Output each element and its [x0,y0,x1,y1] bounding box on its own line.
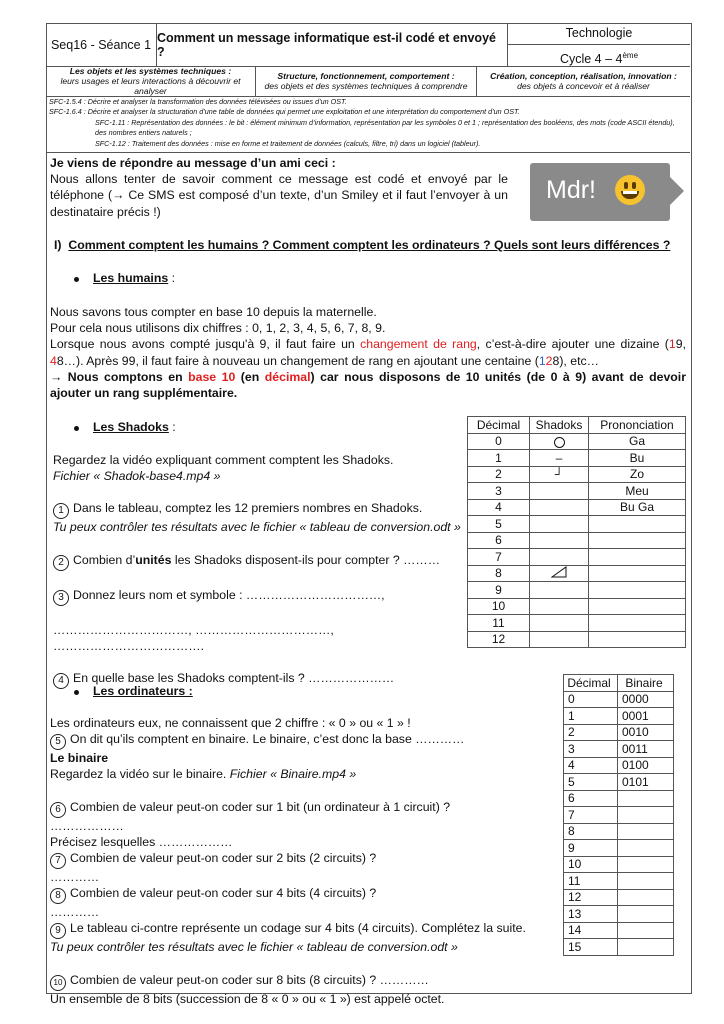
pronunciation-cell: Ga [589,433,686,450]
table-row [564,906,674,923]
table-row [468,499,686,516]
decimal-cell: 7 [468,549,530,566]
shadoks-symbol-cell [530,549,589,566]
table-row [564,939,674,956]
decimal-cell: 9 [564,840,618,857]
decimal-cell: 13 [564,906,618,923]
humains-heading: Les humains : [93,271,176,285]
decimal-cell: 2 [564,724,618,741]
ordinateurs-heading: Les ordinateurs : [93,684,193,698]
subject-label: Technologie [508,23,690,45]
triangle-symbol-icon [551,566,567,578]
sfc-item: SFC-1.5.4 : Décrire et analyser la transformation des données télévisées ou issues d’un OST. [49,97,347,106]
decimal-cell: 9 [468,582,530,599]
table-row [564,856,674,873]
shadoks-symbol-cell [530,532,589,549]
section-1-heading: I) Comment comptent les humains ? Comment comptent les ordinateurs ? Quels sont leurs différences ? [54,238,671,252]
decimal-cell: 7 [564,807,618,824]
binary-cell [618,922,674,939]
table-row [564,873,674,890]
table-row [468,466,686,483]
question-6-icon: 6 [50,802,66,818]
table-row [468,631,686,648]
shadoks-symbol-cell [530,598,589,615]
question-3-icon: 3 [53,590,69,606]
table-row [468,598,686,615]
pronunciation-cell: Meu [589,483,686,500]
pronunciation-cell [589,598,686,615]
pronunciation-cell: Bu [589,450,686,467]
binary-cell: 0010 [618,724,674,741]
binary-cell [618,840,674,857]
table-row [468,450,686,467]
decimal-cell: 2 [468,466,530,483]
question-9-icon: 9 [50,923,66,939]
decimal-cell: 12 [468,631,530,648]
decimal-cell: 1 [564,708,618,725]
table-row [468,483,686,500]
shadoks-symbol-cell [530,499,589,516]
table-row [564,757,674,774]
table-row [564,724,674,741]
decimal-cell: 10 [468,598,530,615]
binary-cell [618,823,674,840]
table-header-row: Décimal Binaire [564,675,674,692]
table-row [564,823,674,840]
bullet-icon [74,690,79,695]
competences-row [46,66,690,97]
table-row [468,532,686,549]
table-row [468,516,686,533]
sfc-item: SFC-1.12 : Traitement des données : mise en forme et traitement de données (calculs, filtre, tri) dans un logiciel (tableur). [95,138,481,148]
question-8-icon: 8 [50,888,66,904]
shadoks-symbol-cell: ┘ [530,466,589,483]
pronunciation-cell [589,532,686,549]
pronunciation-cell [589,565,686,582]
table-row [564,807,674,824]
decimal-cell: 5 [564,774,618,791]
shadoks-symbol-cell [530,516,589,533]
sfc-item: SFC-1.6.4 : Décrire et analyser la structuration d’une table de données qui permet une exploitation et une interprétation du comportement d’un OST. [49,107,520,117]
question-7-icon: 7 [50,853,66,869]
binary-table [563,674,674,956]
decimal-cell: 5 [468,516,530,533]
decimal-cell: 0 [564,691,618,708]
pronunciation-cell [589,549,686,566]
question-1-icon: 1 [53,503,69,519]
shadoks-symbol-cell [530,433,589,450]
table-row [564,922,674,939]
decimal-cell: 3 [564,741,618,758]
pronunciation-cell [589,516,686,533]
binary-cell [618,807,674,824]
table-row [564,691,674,708]
circle-symbol-icon [554,437,565,448]
decimal-cell: 11 [564,873,618,890]
sequence-label: Seq16 - Séance 1 [46,23,157,66]
question-5-icon: 5 [50,734,66,750]
question-4-icon: 4 [53,673,69,689]
binary-cell [618,906,674,923]
table-row [564,790,674,807]
binary-cell: 0011 [618,741,674,758]
shadoks-symbol-cell [530,565,589,582]
binary-cell: 0101 [618,774,674,791]
pronunciation-cell [589,615,686,632]
decimal-cell: 6 [468,532,530,549]
decimal-cell: 6 [564,790,618,807]
pronunciation-cell: Zo [589,466,686,483]
decimal-cell: 8 [564,823,618,840]
decimal-cell: 15 [564,939,618,956]
decimal-cell: 8 [468,565,530,582]
shadoks-symbol-cell [530,483,589,500]
humains-text: Nous savons tous compter en base 10 depuis la maternelle. Pour cela nous utilisons dix chiffres : 0, 1, 2, 3, 4, 5, 6, 7, 8, 9. Lorsque nous avons compté jusqu'à 9, il faut faire un changement de rang, c’est-à-dire ajouter une dizaine (19, 48…). Après 99, il faut faire à nouveau un changement de rang en ajoutant une centaine (128), etc… → Nous comptons en base 10 (en décimal) car nous disposons de 10 unités (de 0 à 9) avant de devoir ajouter un rang supplémentaire. [50,305,687,401]
competence-3: Création, conception, réalisation, innovation : des objets à concevoir et à réaliser [490,71,677,91]
sms-text: Mdr! [546,176,596,204]
binary-cell [618,873,674,890]
table-row [468,582,686,599]
decimal-cell: 3 [468,483,530,500]
decimal-cell: 12 [564,889,618,906]
bullet-icon [74,277,79,282]
decimal-cell: 10 [564,856,618,873]
worksheet-header [46,23,690,67]
shadoks-heading: Les Shadoks : [93,420,176,434]
decimal-cell: 0 [468,433,530,450]
table-row [468,565,686,582]
ordinateurs-text: Les ordinateurs eux, ne connaissent que 2 chiffre : « 0 » ou « 1 » ! 5 On dit qu’ils comptent en binaire. Le binaire, c’est donc la base ………… Le binaire Regardez la vidéo sur le binaire. Fichier « Binaire.mp4 » 6 Combien de valeur peut-on coder sur 1 bit (un ordinateur à 1 circuit) ? ……………… Précisez lesquelles ……………… 7 Combien de valeur peut-on coder sur 2 bits (2 circuits) ? ………… 8 Combien de valeur peut-on coder sur 4 bits (4 circuits) ? ………… 9 Le tableau ci-contre représente un codage sur 4 bits (4 circuits). Complétez la suite. Tu peux contrôler tes résultats avec le fichier « tableau de conversion.odt » 10 Combien de valeur peut-on coder sur 8 bits (8 circuits) ? ………… Un ensemble de 8 bits (succession de 8 « 0 » ou « 1 ») est appelé octet. [50,716,526,1006]
decimal-cell: 4 [468,499,530,516]
binary-cell: 0100 [618,757,674,774]
table-row [468,615,686,632]
competence-1: Les objets et les systèmes techniques : leurs usages et leurs interactions à découvrir et analyser [46,66,256,96]
sfc-item: SFC-1.11 : Représentation des données : le bit : élément minimum d’information, représentation par les symboles 0 et 1 ; représentation des booléens, des mots (code ASCII étendu), des nombres entiers naturels ; [95,117,675,138]
shadoks-symbol-cell: – [530,450,589,467]
binary-cell [618,856,674,873]
table-row [564,708,674,725]
decimal-cell: 11 [468,615,530,632]
pronunciation-cell [589,582,686,599]
table-row [564,840,674,857]
table-row [564,774,674,791]
decimal-cell: 14 [564,922,618,939]
table-header-row: Décimal Shadoks Prononciation [468,417,686,434]
question-10-icon: 10 [50,975,66,991]
sfc-list [46,97,690,153]
pronunciation-cell [589,631,686,648]
decimal-cell: 4 [564,757,618,774]
decimal-cell: 1 [468,450,530,467]
table-row [468,549,686,566]
table-row [564,741,674,758]
shadoks-symbol-cell [530,631,589,648]
shadoks-symbol-cell [530,582,589,599]
page-title: Comment un message informatique est-il codé et envoyé ? [157,23,508,66]
pronunciation-cell: Bu Ga [589,499,686,516]
shadoks-text: Regardez la vidéo expliquant comment comptent les Shadoks. Fichier « Shadok-base4.mp4 » 1 Dans le tableau, comptez les 12 premiers nombres en Shadoks. Tu peux contrôler tes résultats avec le fichier « tableau de conversion.odt » 2 Combien d’unités les Shadoks disposent-ils pour compter ? ……… 3 Donnez leurs nom et symbole : ……………………………, ……………………………, ……………………………, ………………………………. 4 En quelle base les Shadoks comptent-ils ? ………………… [53,452,463,689]
bullet-icon [74,426,79,431]
cycle-label: Cycle 4 – 4ème [559,51,639,67]
smiley-emoji-icon [615,175,645,205]
binary-cell [618,790,674,807]
sms-bubble [530,163,670,221]
binary-cell [618,889,674,906]
table-row [564,889,674,906]
question-2-icon: 2 [53,555,69,571]
table-row [468,433,686,450]
binary-cell: 0000 [618,691,674,708]
intro-block [50,155,508,220]
binary-cell: 0001 [618,708,674,725]
intro-text: Nous allons tenter de savoir comment ce message est codé et envoyé par le téléphone (→ Ce SMS est composé d’un texte, d’un Smiley et il faut l’envoyer à un destinataire précis !) [50,172,508,219]
shadoks-symbol-cell [530,615,589,632]
binary-cell [618,939,674,956]
shadoks-table [467,416,686,648]
intro-heading: Je viens de répondre au message d’un ami ceci : [50,156,336,170]
competence-2: Structure, fonctionnement, comportement : des objets et des systèmes techniques à comprendre [256,66,477,96]
